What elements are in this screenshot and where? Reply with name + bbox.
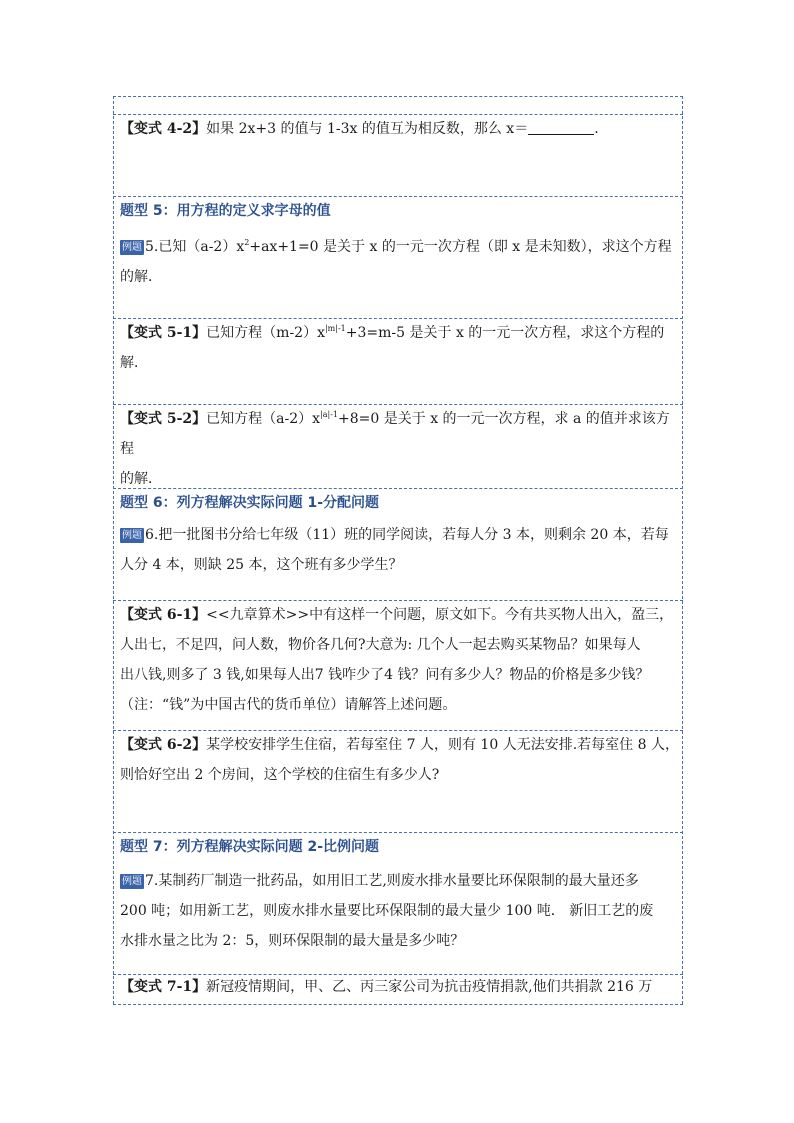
variant-4-2: 【变式 4-2】如果 2x+3 的值与 1-3x 的值互为相反数，那么 x＝ .: [120, 121, 599, 137]
variant-tag: 【变式 7-1】: [120, 979, 207, 995]
worksheet-frame: [113, 96, 683, 1004]
variant-tag: 【变式 4-2】: [120, 121, 207, 137]
variant-6-2: 【变式 6-2】某学校安排学生住宿，若每室住 7 人，则有 10 人无法安排.若每室住 8 人， 则恰好空出 2 个房间，这个学校的住宿生有多少人?: [120, 737, 679, 783]
example-badge: 例题: [122, 876, 142, 887]
section-heading-5: 题型 5：用方程的定义求字母的值: [120, 203, 331, 219]
variant-6-1: 【变式 6-1】<<九章算术>>中有这样一个问题，原文如下。今有共买物人出入，盈三， 人出七，不足四，问人数，物价各几何?大意为: 几个人一起去购买某物品？如果每人 出八钱,则多了 3 钱,如果每人出7 钱咋少了4 钱？问有多少人？物品的价格是多少钱？ （注：“钱”为中国古代的货币单位）请解答上述问题。: [120, 607, 674, 713]
answer-blank[interactable]: [528, 119, 594, 135]
variant-tag: 【变式 5-2】: [120, 411, 207, 427]
variant-tag: 【变式 6-1】: [120, 607, 207, 623]
example-6: 例题 6.把一批图书分给七年级（11）班的同学阅读，若每人分 3 本，则剩余 20 本，若每 人分 4 本，则缺 25 本，这个班有多少学生？: [120, 527, 669, 573]
variant-tag: 【变式 6-2】: [120, 737, 207, 753]
variant-tag: 【变式 5-1】: [120, 325, 207, 341]
section-heading-6: 题型 6：列方程解决实际问题 1-分配问题: [120, 495, 380, 511]
section-heading-7: 题型 7：列方程解决实际问题 2-比例问题: [120, 839, 380, 855]
example-badge: 例题: [122, 530, 142, 541]
variant-5-2: 【变式 5-2】已知方程$(a-2)x^{|a|-1}+8=0$ 是关于 x 的一元一次方程，求 a 的值并求该方程 的解．: [120, 410, 670, 487]
row-divider: [113, 96, 683, 97]
example-5: 例题 5.已知$(a-2)x^2+ax+1=0$ 是关于 x 的一元一次方程（即 x 是未知数），求这个方程 的解．: [120, 238, 672, 285]
example-7: 例题 7.某制药厂制造一批药品，如用旧工艺,则废水排水量要比环保限制的最大量还多 200 吨；如用新工艺，则废水排水量要比环保限制的最大量少 100 吨． 新旧工艺的废 水排水量之比为 2：5，则环保限制的最大量是多少吨？: [120, 873, 654, 949]
example-badge: 例题: [122, 242, 142, 253]
variant-5-1: 【变式 5-1】已知方程$(m-2)x^{|m|-1}+3=m-5$ 是关于 x 的一元一次方程，求这个方程的 解．: [120, 324, 665, 371]
row-divider: [113, 1004, 683, 1005]
variant-7-1: 【变式 7-1】新冠疫情期间，甲、乙、丙三家公司为抗击疫情捐款,他们共捐款 216 万: [120, 979, 653, 995]
